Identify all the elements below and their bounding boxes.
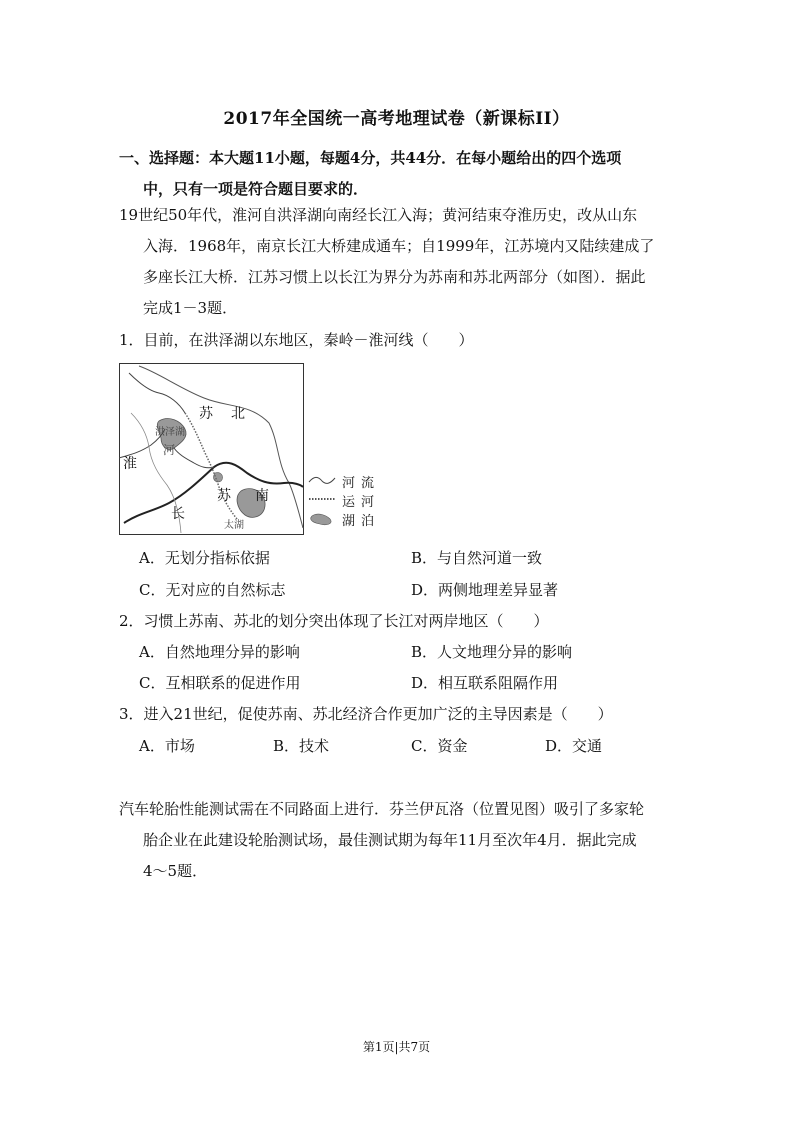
q2-option-a[interactable]: A．自然地理分异的影响: [139, 643, 300, 661]
intro2-line-1: 汽车轮胎性能测试需在不同路面上进行．芬兰伊瓦洛（位置见图）吸引了多家轮: [119, 800, 645, 818]
q3-option-b[interactable]: B．技术: [273, 737, 330, 755]
section-heading-line-1: 一、选择题：本大题11小题，每题4分，共44分．在每小题给出的四个选项: [119, 149, 622, 167]
river-legend-icon: [308, 474, 336, 486]
map-legend: [308, 470, 398, 530]
intro1-line-2: 入海．1968年，南京长江大桥建成通车；自1999年，江苏境内又陆续建成了: [143, 237, 655, 255]
jiangsu-map-svg: [119, 363, 304, 535]
legend-lake-label: 湖泊: [342, 514, 381, 529]
legend-lake: [308, 510, 398, 528]
map-label-taihu: 太湖: [224, 520, 244, 531]
map-label-he: 河: [163, 443, 176, 457]
q3-option-a[interactable]: A．市场: [139, 737, 195, 755]
q1-option-c[interactable]: C．无对应的自然标志: [139, 581, 286, 599]
q2-option-c[interactable]: C．互相联系的促进作用: [139, 674, 301, 692]
jiangsu-map-figure: [119, 363, 304, 535]
question-2-stem: 2．习惯上苏南、苏北的划分突出体现了长江对两岸地区（ ）: [119, 612, 549, 630]
map-label-bei: 北: [231, 406, 245, 422]
q3-option-c[interactable]: C．资金: [411, 737, 468, 755]
q2-option-d[interactable]: D．相互联系阻隔作用: [411, 674, 559, 692]
question-1-stem: 1．目前，在洪泽湖以东地区，秦岭－淮河线（ ）: [119, 331, 474, 349]
map-label-su-south: 苏: [217, 488, 231, 504]
q2-option-b[interactable]: B．人文地理分异的影响: [411, 643, 573, 661]
question-3-stem: 3．进入21世纪，促使苏南、苏北经济合作更加广泛的主导因素是（ ）: [119, 705, 613, 723]
map-label-chang: 长: [171, 506, 185, 522]
section-heading-line-2: 中，只有一项是符合题目要求的．: [143, 180, 369, 198]
q1-option-b[interactable]: B．与自然河道一致: [411, 549, 543, 567]
map-label-huai: 淮: [123, 456, 137, 472]
canal-legend-icon: [308, 493, 336, 505]
intro2-line-3: 4～5题．: [143, 862, 208, 880]
intro1-line-3: 多座长江大桥．江苏习惯上以长江为界分为苏南和苏北两部分（如图）．据此: [143, 268, 646, 286]
section-heading: [119, 143, 679, 205]
legend-canal-label: 运河: [342, 495, 381, 510]
intro-paragraph-2: [119, 794, 679, 887]
q1-option-d[interactable]: D．两侧地理差异显著: [411, 581, 559, 599]
lake-legend-icon: [308, 512, 336, 526]
intro1-line-1: 19世纪50年代，淮河自洪泽湖向南经长江入海；黄河结束夺淮历史，改从山东: [119, 206, 638, 224]
page-title: 2017年全国统一高考地理试卷（新课标II）: [223, 109, 570, 129]
legend-canal: [308, 491, 398, 509]
map-label-nan: 南: [255, 488, 269, 504]
map-label-hongze: 洪泽湖: [155, 427, 185, 438]
intro-paragraph-1: [119, 200, 679, 324]
intro1-line-4: 完成1－3题．: [143, 299, 238, 317]
q3-option-d[interactable]: D．交通: [545, 737, 603, 755]
small-lake: [214, 473, 223, 482]
intro2-line-2: 胎企业在此建设轮胎测试场，最佳测试期为每年11月至次年4月．据此完成: [143, 831, 637, 849]
legend-river-label: 河流: [342, 476, 381, 491]
legend-river: [308, 472, 398, 490]
map-label-su-north: 苏: [199, 406, 213, 422]
q1-option-a[interactable]: A．无划分指标依据: [139, 549, 270, 567]
page-footer: 第1页|共7页: [362, 1040, 431, 1054]
